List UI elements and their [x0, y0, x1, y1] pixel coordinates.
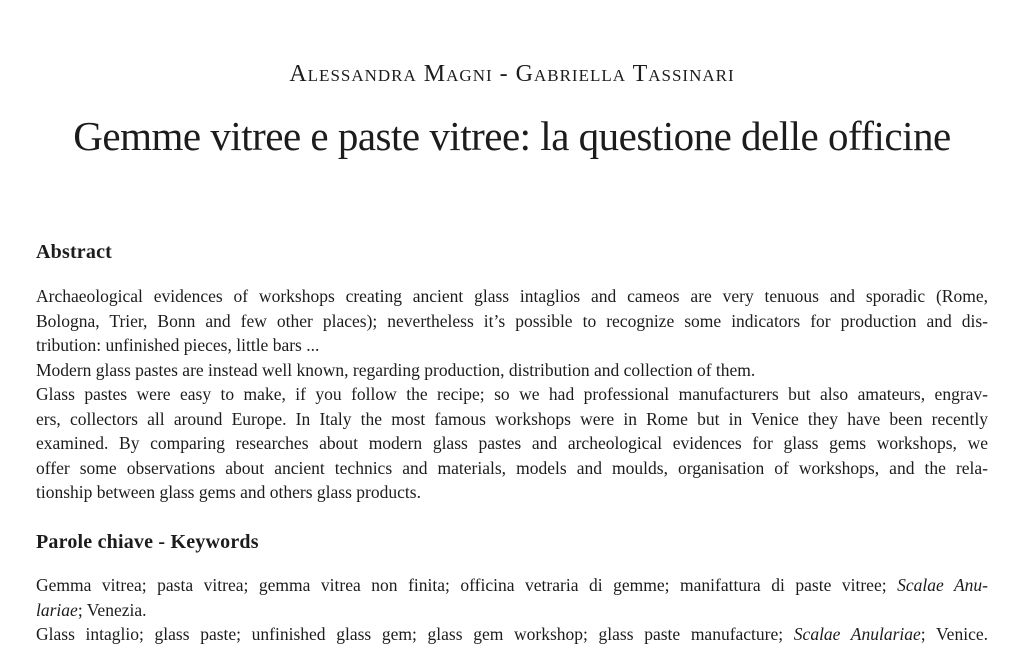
text-segment: Glass pastes were easy to make, if you follow the recipe; so we had professional manufacturers but also amateurs, engrav-: [36, 384, 988, 404]
text-line: [36, 622, 988, 647]
italic-text-segment: Scalae Anulariae: [793, 624, 921, 644]
text-line: [36, 598, 988, 623]
text-segment: ers, collectors all around Europe. In Italy the most famous workshops were in Rome but in Venice they have been recently: [36, 408, 988, 429]
text-segment: Gemma vitrea; pasta vitrea; gemma vitrea non finita; officina vetraria di gemme; manifattura di paste vitree;: [36, 575, 898, 595]
text-segment: Glass intaglio; glass paste; unfinished glass gem; glass gem workshop; glass paste manufacture;: [36, 624, 794, 644]
keywords-heading: Parole chiave - Keywords: [36, 531, 259, 553]
text-segment: ; Venezia.: [77, 599, 147, 620]
keywords-text: [36, 573, 988, 647]
paper-title: Gemme vitree e paste vitree: la questione delle officine: [73, 113, 951, 159]
text-line: [36, 333, 988, 358]
text-line: [36, 431, 988, 456]
text-segment: ; Venice.: [920, 624, 988, 644]
text-segment: Bologna, Trier, Bonn and few other places); nevertheless it’s possible to recognize some indicators for production and dis-: [36, 310, 988, 331]
text-segment: tionship between glass gems and others glass products.: [36, 482, 421, 502]
abstract-text: [36, 284, 988, 505]
text-segment: Archaeological evidences of workshops creating ancient glass intaglios and cameos are very tenuous and sporadic (Rome,: [36, 286, 988, 306]
text-line: [36, 382, 988, 407]
italic-text-segment: lariae: [36, 599, 78, 620]
text-line: [36, 573, 988, 598]
text-segment: tribution: unfinished pieces, little bars ...: [36, 335, 320, 355]
italic-text-segment: Scalae Anu-: [897, 575, 988, 595]
text-line: [36, 284, 988, 309]
text-line: [36, 309, 988, 334]
authors-line: Alessandra Magni - Gabriella Tassinari: [289, 61, 735, 87]
text-segment: offer some observations about ancient technics and materials, models and moulds, organisation of workshops, and the rela-: [36, 457, 988, 478]
text-line: [36, 480, 988, 505]
text-line: [36, 407, 988, 432]
text-line: [36, 456, 988, 481]
text-segment: examined. By comparing researches about modern glass pastes and archeological evidences for glass gems workshops, we: [36, 433, 988, 453]
text-line: [36, 358, 988, 383]
text-segment: Modern glass pastes are instead well known, regarding production, distribution and collection of them.: [36, 359, 756, 380]
abstract-heading: Abstract: [36, 241, 113, 263]
